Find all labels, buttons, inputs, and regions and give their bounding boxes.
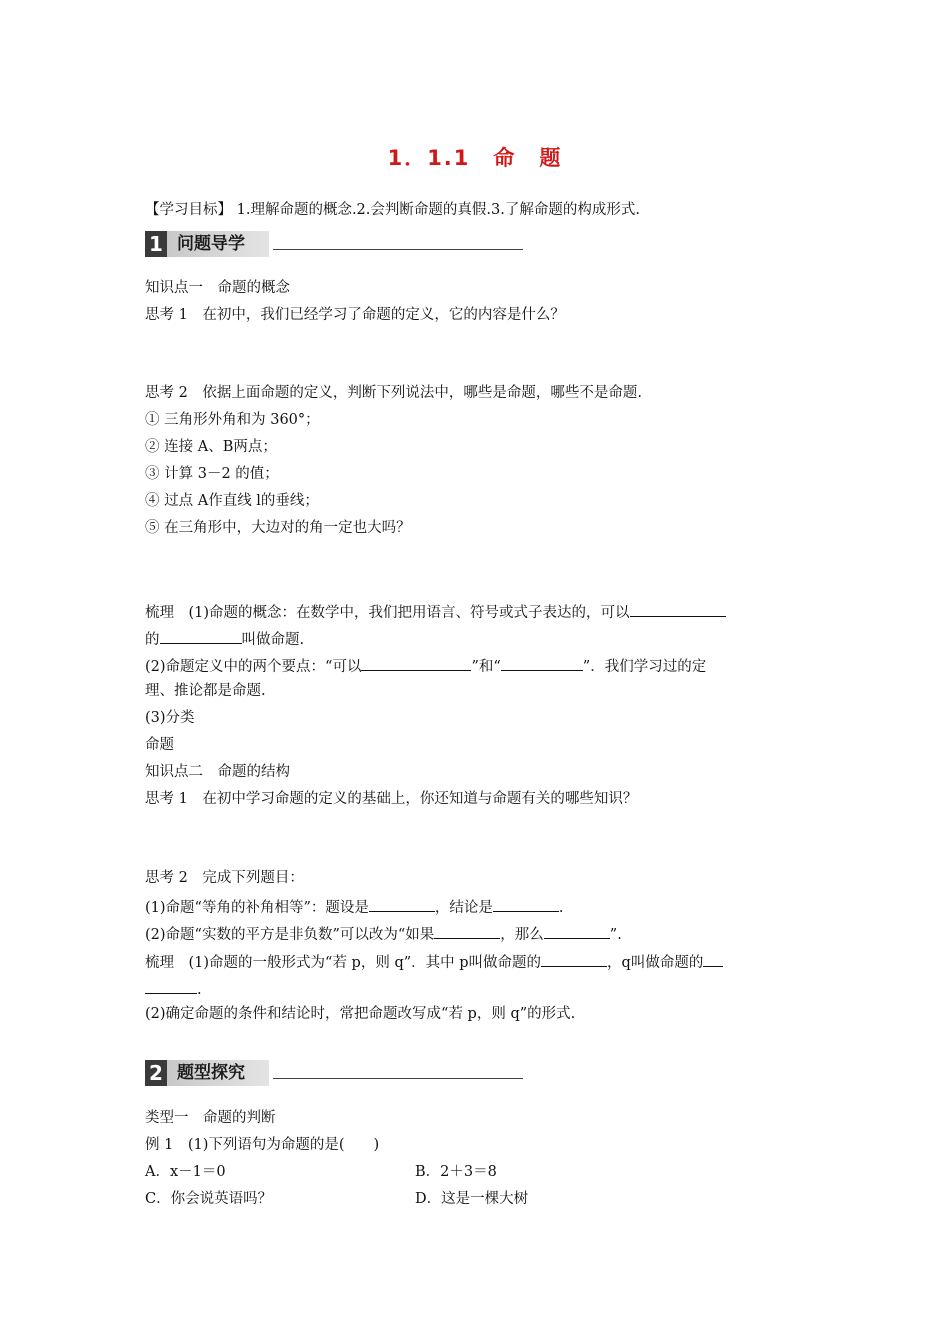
knowledge-point-2-heading: 知识点二 命题的结构 (145, 764, 290, 780)
section-header-2 (145, 1060, 525, 1086)
option-c: C．你会说英语吗？ (145, 1191, 273, 1207)
question-1 (145, 895, 815, 918)
fill-blank[interactable] (703, 950, 723, 967)
section-label: 题型探究 (167, 1060, 269, 1086)
option-row (145, 1162, 815, 1182)
section-number: 1 (145, 231, 167, 257)
summary-text: 的 (145, 632, 160, 648)
summary-text: . (197, 982, 202, 998)
summary-text: ”和“ (471, 659, 501, 675)
fill-blank[interactable] (501, 654, 583, 671)
summary-line-2 (145, 977, 815, 1000)
summary-text: 叫做命题. (241, 632, 305, 648)
summary-text: ”．我们学习过的定 (582, 659, 707, 675)
question-text: ，那么 (500, 927, 544, 943)
option-a: A．x－1＝0 (145, 1164, 226, 1180)
fill-blank[interactable] (145, 977, 197, 994)
fill-blank[interactable] (434, 922, 500, 939)
summary-text: (2)命题定义中的两个要点：“可以 (145, 659, 362, 675)
summary-text: 梳理 (1)命题的概念：在数学中，我们把用语言、符号或式子表达的，可以 (145, 605, 630, 621)
page-title: 1．1.1 命 题 (387, 146, 563, 170)
summary-text: 梳理 (1)命题的一般形式为“若 p，则 q”．其中 p叫做命题的 (145, 955, 542, 971)
list-item: ① 三角形外角和为 360°； (145, 412, 320, 428)
fill-blank[interactable] (544, 922, 610, 939)
summary-text: ，q叫做命题的 (607, 955, 704, 971)
section-rule (273, 249, 523, 250)
question-text: ”. (609, 927, 622, 943)
fill-blank[interactable] (541, 950, 607, 967)
list-item: ③ 计算 3－2 的值； (145, 466, 279, 482)
fill-blank[interactable] (493, 895, 559, 912)
think-2: 思考 2 完成下列题目： (145, 870, 304, 886)
option-b: B．2＋3＝8 (415, 1164, 497, 1180)
summary-line-2 (145, 627, 815, 650)
think-1: 思考 1 在初中学习命题的定义的基础上，你还知道与命题有关的哪些知识？ (145, 791, 638, 807)
question-text: . (558, 900, 564, 916)
type-1-heading: 类型一 命题的判断 (145, 1110, 276, 1126)
example-1: 例 1 (1)下列语句为命题的是( ) (145, 1137, 380, 1153)
fill-blank[interactable] (160, 627, 242, 644)
list-item: ④ 过点 A作直线 l的垂线； (145, 493, 319, 509)
summary-line-6: 命题 (145, 737, 174, 753)
summary-line-1 (145, 600, 815, 623)
fill-blank[interactable] (630, 600, 726, 617)
summary-line-3: (2)确定命题的条件和结论时，常把命题改写成“若 p，则 q”的形式. (145, 1006, 576, 1022)
objective-tag: 【学习目标】 (145, 202, 232, 218)
think-2: 思考 2 依据上面命题的定义，判断下列说法中，哪些是命题，哪些不是命题. (145, 385, 642, 401)
section-header-1 (145, 231, 525, 257)
option-d: D．这是一棵大树 (415, 1191, 529, 1207)
summary-line-3 (145, 654, 815, 677)
option-row (145, 1189, 815, 1209)
knowledge-point-1-heading: 知识点一 命题的概念 (145, 280, 290, 296)
summary-line-4: 理、推论都是命题. (145, 683, 266, 699)
section-label: 问题导学 (167, 231, 269, 257)
learning-objective (145, 200, 815, 220)
question-text: ，结论是 (434, 900, 493, 916)
summary-line-1 (145, 950, 815, 973)
objective-text: 1.理解命题的概念.2.会判断命题的真假.3.了解命题的构成形式. (236, 202, 640, 218)
fill-blank[interactable] (369, 895, 435, 912)
question-text: (2)命题“实数的平方是非负数”可以改为“如果 (145, 927, 435, 943)
section-number: 2 (145, 1060, 167, 1086)
think-1: 思考 1 在初中，我们已经学习了命题的定义，它的内容是什么？ (145, 307, 565, 323)
list-item: ② 连接 A、B两点； (145, 439, 277, 455)
question-2 (145, 922, 815, 945)
list-item: ⑤ 在三角形中，大边对的角一定也大吗？ (145, 520, 411, 536)
question-text: (1)命题“等角的补角相等”：题设是 (145, 900, 369, 916)
summary-line-5: (3)分类 (145, 710, 195, 726)
fill-blank[interactable] (361, 654, 471, 671)
section-rule (273, 1078, 523, 1079)
